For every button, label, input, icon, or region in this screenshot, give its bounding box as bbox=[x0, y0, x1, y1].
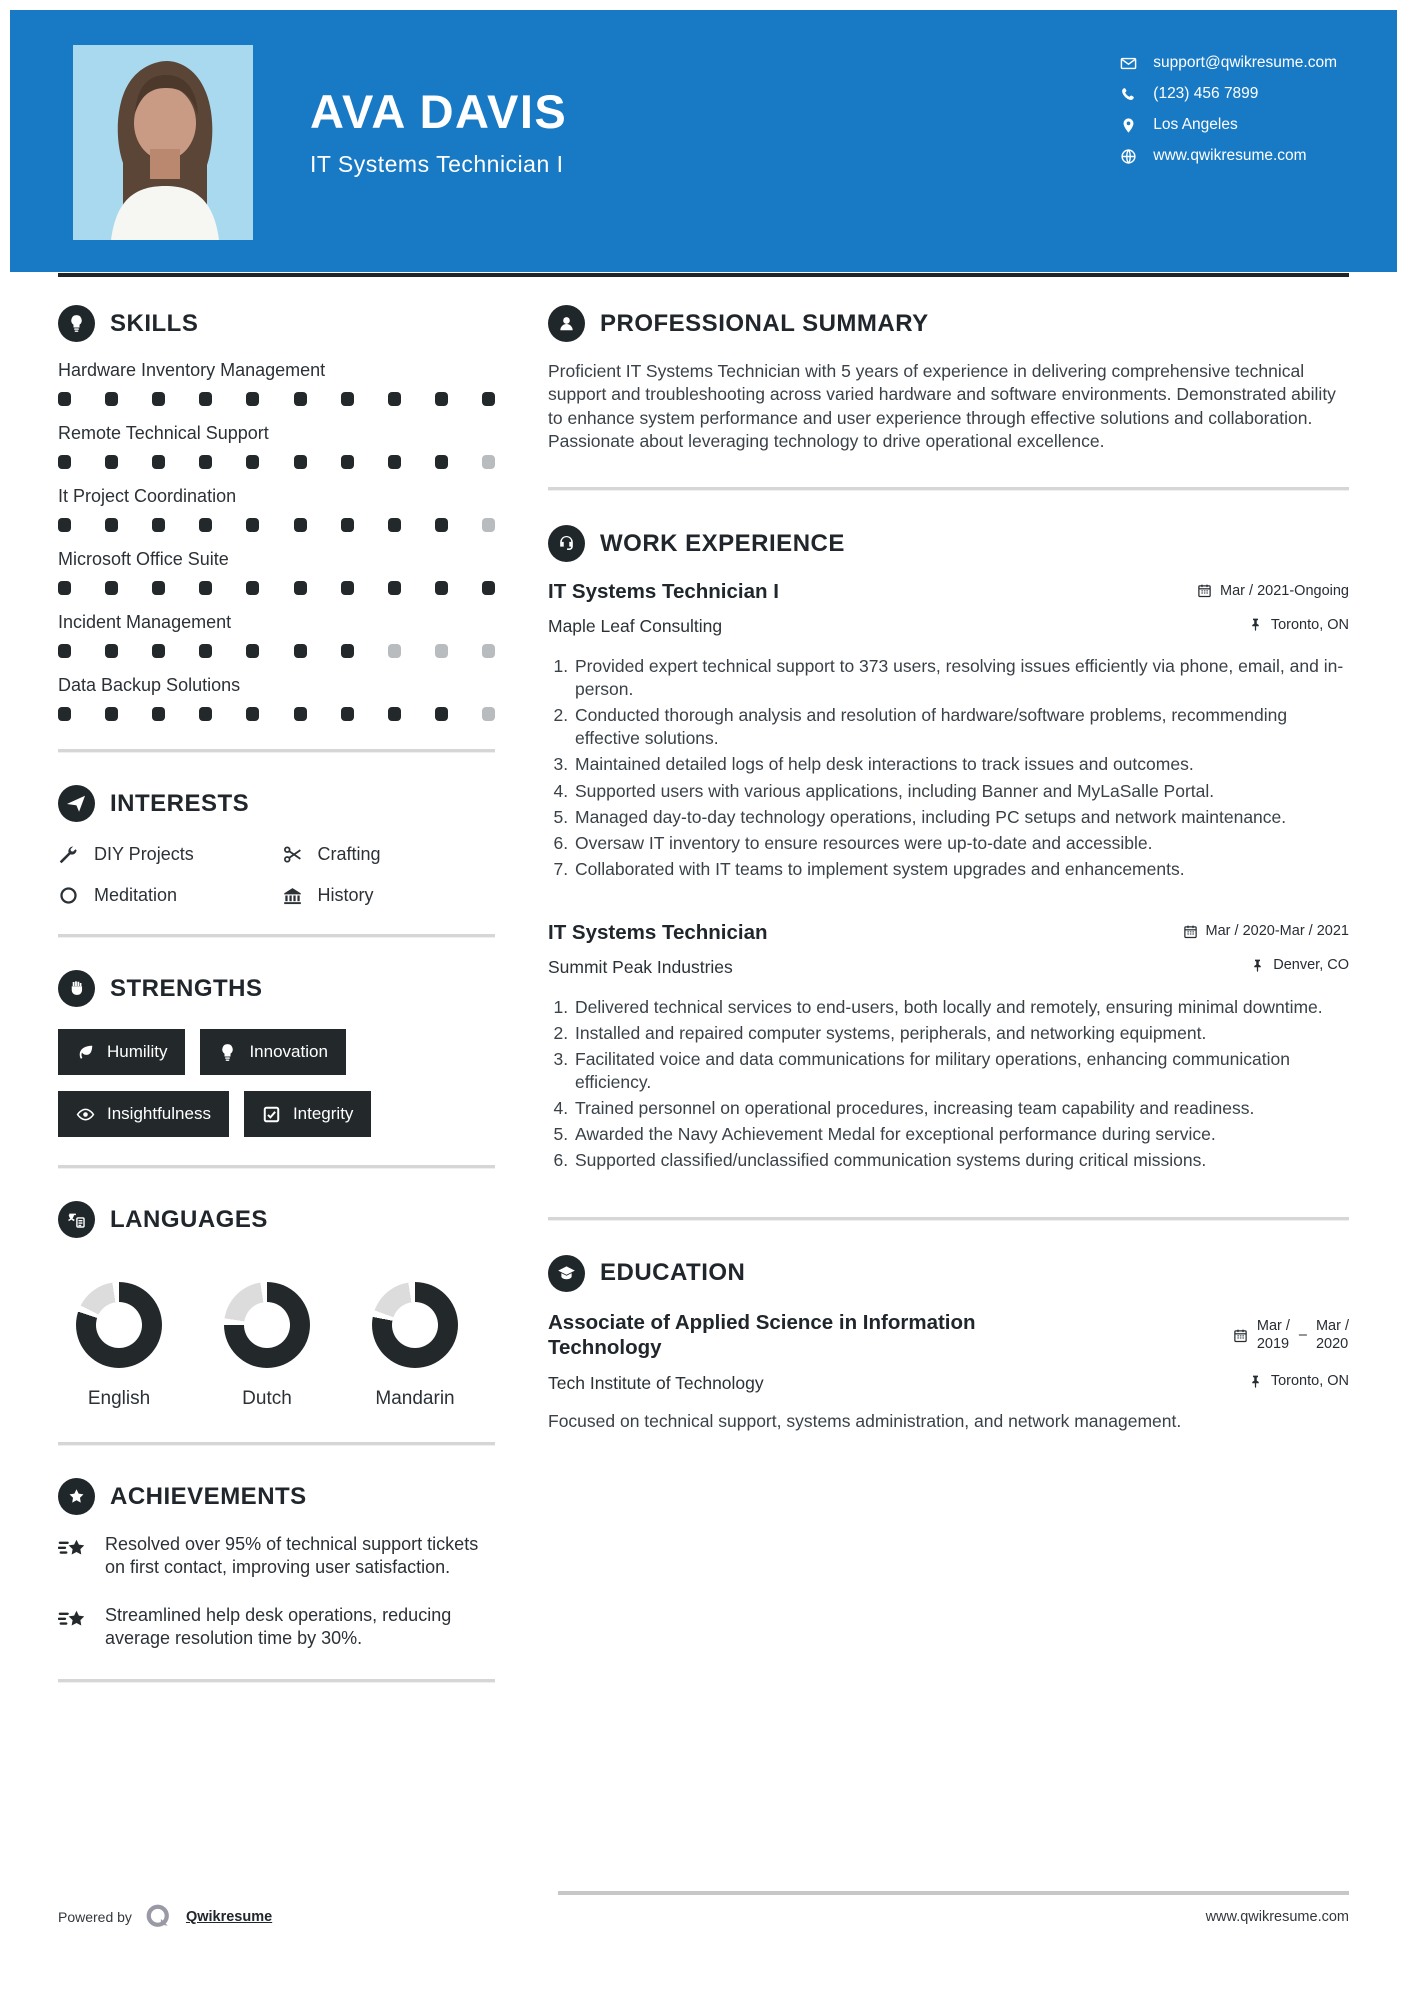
rating-dot-filled bbox=[388, 392, 401, 406]
rating-dot-filled bbox=[294, 581, 307, 595]
rating-dot-filled bbox=[388, 581, 401, 595]
content bbox=[58, 305, 1349, 1715]
interest-item bbox=[58, 844, 272, 865]
summary-title: PROFESSIONAL SUMMARY bbox=[600, 309, 929, 337]
summary-header bbox=[548, 305, 1349, 342]
profile-photo bbox=[73, 45, 253, 240]
job-company: Summit Peak Industries bbox=[548, 956, 733, 977]
section-strengths bbox=[58, 970, 495, 1137]
skill-rating bbox=[58, 455, 495, 469]
education-location bbox=[1248, 1373, 1349, 1389]
language-name: Dutch bbox=[242, 1388, 292, 1409]
education-title: EDUCATION bbox=[600, 1259, 746, 1287]
education-entry-header bbox=[548, 1310, 1349, 1361]
pushpin-icon bbox=[1248, 617, 1263, 632]
strength-label: Insightfulness bbox=[107, 1104, 211, 1123]
skill-rating bbox=[58, 392, 495, 406]
rating-dot-filled bbox=[58, 581, 71, 595]
footer-website: www.qwikresume.com bbox=[1205, 1909, 1349, 1925]
job-title: IT Systems Technician bbox=[548, 920, 768, 944]
rating-dot-filled bbox=[435, 518, 448, 532]
globe-icon bbox=[1120, 148, 1137, 165]
pushpin-icon bbox=[1250, 958, 1265, 973]
achievement-text: Streamlined help desk operations, reducing average resolution time by 30%. bbox=[105, 1604, 452, 1649]
interest-label: Meditation bbox=[94, 885, 178, 905]
rating-dot-filled bbox=[435, 707, 448, 721]
rating-dot-filled bbox=[58, 392, 71, 406]
languages-title: LANGUAGES bbox=[110, 1205, 268, 1233]
education-date-end-month: Mar / bbox=[1315, 1318, 1349, 1335]
section-experience bbox=[548, 525, 1349, 1173]
rating-dot-filled bbox=[435, 581, 448, 595]
strength-label: Integrity bbox=[292, 1104, 354, 1123]
rating-dot-filled bbox=[341, 644, 354, 658]
rating-dot-filled bbox=[246, 392, 259, 406]
rating-dot-filled bbox=[58, 455, 71, 469]
job-date bbox=[1197, 583, 1349, 599]
rating-dot-filled bbox=[246, 455, 259, 469]
skill-item bbox=[58, 549, 495, 595]
rating-dot-filled bbox=[482, 392, 495, 406]
education-school: Tech Institute of Technology bbox=[548, 1372, 764, 1393]
shooting-star-icon bbox=[58, 1535, 88, 1565]
rating-dot-filled bbox=[105, 392, 118, 406]
language-donut-chart bbox=[224, 1282, 310, 1368]
skill-rating bbox=[58, 707, 495, 721]
contact-website-value: www.qwikresume.com bbox=[1153, 147, 1307, 164]
section-divider bbox=[58, 934, 495, 938]
languages-header bbox=[58, 1201, 495, 1238]
experience-title: WORK EXPERIENCE bbox=[600, 529, 845, 557]
rating-dot-empty bbox=[482, 518, 495, 532]
rating-dot-filled bbox=[152, 518, 165, 532]
rating-dot-filled bbox=[341, 518, 354, 532]
translate-icon bbox=[58, 1201, 95, 1238]
eye-icon bbox=[76, 1105, 95, 1124]
name-block bbox=[310, 85, 568, 178]
star-badge-icon bbox=[58, 1478, 95, 1515]
leaf-icon bbox=[76, 1043, 95, 1062]
qwikresume-logo-icon bbox=[144, 1902, 174, 1932]
education-degree: Associate of Applied Science in Information Technology bbox=[548, 1310, 976, 1360]
job-date-value: Mar / 2020-Mar / 2021 bbox=[1205, 923, 1349, 940]
section-divider bbox=[58, 1165, 495, 1169]
strength-chip bbox=[244, 1091, 371, 1137]
rating-dot-filled bbox=[388, 455, 401, 469]
rating-dot-filled bbox=[152, 644, 165, 658]
section-divider bbox=[548, 1217, 1349, 1221]
rating-dot-filled bbox=[105, 707, 118, 721]
rating-dot-filled bbox=[199, 707, 212, 721]
section-summary bbox=[548, 305, 1349, 453]
rating-dot-filled bbox=[199, 518, 212, 532]
rating-dot-filled bbox=[199, 455, 212, 469]
header bbox=[10, 10, 1397, 272]
profile-photo-illustration bbox=[73, 45, 253, 240]
job-location bbox=[1250, 957, 1349, 973]
rating-dot-filled bbox=[246, 581, 259, 595]
education-date-separator: – bbox=[1298, 1327, 1307, 1344]
summary-text: Proficient IT Systems Technician with 5 years of experience in delivering comprehensive technical support and troubleshooting across varied hardware and software environments. Demonstrated ability to enhance system performance and user experience through effective solutions and collaboration. Passionate about leveraging technology to drive operational excellence. bbox=[548, 361, 1336, 451]
skill-rating bbox=[58, 644, 495, 658]
graduate-icon bbox=[548, 1255, 585, 1292]
language-name: English bbox=[87, 1388, 151, 1409]
skill-name: Microsoft Office Suite bbox=[58, 549, 229, 569]
skill-item bbox=[58, 423, 495, 469]
job-location bbox=[1248, 617, 1349, 633]
shooting-star-icon bbox=[58, 1606, 88, 1636]
strength-chip bbox=[58, 1029, 185, 1075]
skills-title: SKILLS bbox=[110, 309, 199, 337]
rating-dot-filled bbox=[152, 455, 165, 469]
chip-row bbox=[58, 1091, 495, 1137]
footer-divider bbox=[558, 1891, 1349, 1895]
job-bullet: 2. Installed and repaired computer systems, peripherals, and networking equipment. bbox=[573, 1022, 1349, 1045]
circle-icon bbox=[58, 885, 79, 906]
job-bullet: 4. Trained personnel on operational procedures, increasing team capability and readiness. bbox=[573, 1097, 1349, 1120]
rating-dot-empty bbox=[482, 707, 495, 721]
rating-dot-filled bbox=[341, 455, 354, 469]
language-donut-chart bbox=[372, 1282, 458, 1368]
fist-icon bbox=[58, 970, 95, 1007]
rating-dot-filled bbox=[199, 644, 212, 658]
rating-dot-filled bbox=[294, 707, 307, 721]
rating-dot-filled bbox=[58, 518, 71, 532]
language-name: Mandarin bbox=[375, 1388, 455, 1409]
check-square-icon bbox=[262, 1105, 281, 1124]
education-subheader bbox=[548, 1373, 1349, 1394]
job-bullet: 7. Collaborated with IT teams to implement system upgrades and enhancements. bbox=[573, 858, 1349, 881]
contact-phone-value: (123) 456 7899 bbox=[1153, 85, 1259, 102]
header-underline bbox=[58, 273, 1349, 277]
job-bullet: 4. Supported users with various applications, including Banner and MyLaSalle Portal. bbox=[573, 780, 1349, 803]
job-bullet: 6. Oversaw IT inventory to ensure resources were up-to-date and accessible. bbox=[573, 832, 1349, 855]
rating-dot-filled bbox=[246, 518, 259, 532]
rating-dot-filled bbox=[152, 581, 165, 595]
skill-item bbox=[58, 675, 495, 721]
footer bbox=[58, 1902, 1349, 1932]
education-date-start-month: Mar / bbox=[1256, 1318, 1290, 1335]
job-date bbox=[1183, 923, 1349, 939]
languages-list bbox=[58, 1256, 495, 1414]
education-date-start bbox=[1257, 1317, 1290, 1353]
education-location-value: Toronto, ON bbox=[1270, 1373, 1349, 1390]
skill-name: Remote Technical Support bbox=[58, 423, 269, 443]
section-languages bbox=[58, 1201, 495, 1414]
strengths-header bbox=[58, 970, 495, 1007]
skill-name: Data Backup Solutions bbox=[58, 675, 241, 695]
rating-dot-filled bbox=[341, 707, 354, 721]
language-item bbox=[76, 1282, 162, 1410]
contact-location bbox=[1120, 116, 1337, 134]
contact-phone[interactable] bbox=[1120, 85, 1337, 103]
section-divider bbox=[548, 487, 1349, 491]
education-date-end bbox=[1316, 1317, 1349, 1353]
job-bullet: 5. Awarded the Navy Achievement Medal for exceptional performance during service. bbox=[573, 1123, 1349, 1146]
skill-name: It Project Coordination bbox=[58, 486, 237, 506]
contact-list bbox=[1120, 54, 1337, 165]
skill-name: Hardware Inventory Management bbox=[58, 360, 326, 380]
rating-dot-filled bbox=[388, 707, 401, 721]
job-bullet: 2. Conducted thorough analysis and resolution of hardware/software problems, recommending effective solutions. bbox=[573, 704, 1349, 750]
section-interests bbox=[58, 785, 495, 906]
job-entry bbox=[548, 921, 1349, 1173]
rating-dot-filled bbox=[152, 707, 165, 721]
rating-dot-filled bbox=[341, 392, 354, 406]
interest-item bbox=[282, 885, 496, 906]
section-skills bbox=[58, 305, 495, 721]
interests-header bbox=[58, 785, 495, 822]
skill-rating bbox=[58, 581, 495, 595]
email-icon bbox=[1120, 55, 1137, 72]
rating-dot-filled bbox=[246, 707, 259, 721]
job-subheader bbox=[548, 957, 1349, 978]
paper-plane-icon bbox=[58, 785, 95, 822]
rating-dot-filled bbox=[294, 518, 307, 532]
rating-dot-empty bbox=[482, 455, 495, 469]
powered-by-label: Powered by bbox=[58, 1909, 132, 1925]
language-item bbox=[224, 1282, 310, 1410]
skill-item bbox=[58, 612, 495, 658]
powered-by bbox=[58, 1902, 272, 1932]
skills-header bbox=[58, 305, 495, 342]
job-bullet: 3. Facilitated voice and data communications for military operations, enhancing communication efficiency. bbox=[573, 1048, 1349, 1094]
rating-dot-filled bbox=[482, 581, 495, 595]
strength-label: Innovation bbox=[249, 1042, 328, 1061]
education-header bbox=[548, 1255, 1349, 1292]
job-bullet-list bbox=[548, 996, 1349, 1173]
strength-label: Humility bbox=[107, 1042, 168, 1061]
section-education bbox=[548, 1255, 1349, 1434]
achievement-item bbox=[58, 1604, 495, 1651]
skill-name: Incident Management bbox=[58, 612, 232, 632]
section-achievements bbox=[58, 1478, 495, 1651]
strength-chip bbox=[200, 1029, 345, 1075]
interest-item bbox=[58, 885, 272, 906]
section-divider bbox=[58, 749, 495, 753]
job-location-value: Denver, CO bbox=[1273, 957, 1349, 974]
rating-dot-filled bbox=[105, 518, 118, 532]
chip-row bbox=[58, 1029, 495, 1075]
pushpin-icon bbox=[1248, 1374, 1263, 1389]
job-header bbox=[548, 580, 1349, 604]
rating-dot-empty bbox=[482, 644, 495, 658]
contact-email-value: support@qwikresume.com bbox=[1153, 54, 1337, 71]
qwikresume-link[interactable]: Qwikresume bbox=[185, 1909, 273, 1925]
person-name: AVA DAVIS bbox=[310, 85, 568, 138]
language-donut-chart bbox=[76, 1282, 162, 1368]
rating-dot-filled bbox=[152, 392, 165, 406]
rating-dot-filled bbox=[105, 581, 118, 595]
interest-item bbox=[282, 844, 496, 865]
rating-dot-filled bbox=[199, 581, 212, 595]
job-location-value: Toronto, ON bbox=[1270, 616, 1349, 633]
interest-label: DIY Projects bbox=[94, 844, 194, 864]
achievement-item bbox=[58, 1533, 495, 1580]
achievement-text: Resolved over 95% of technical support tickets on first contact, improving user satisfaction. bbox=[105, 1534, 479, 1578]
rating-dot-filled bbox=[294, 644, 307, 658]
calendar-icon bbox=[1197, 583, 1212, 598]
rating-dot-filled bbox=[199, 392, 212, 406]
achievements-header bbox=[58, 1478, 495, 1515]
person-job-title: IT Systems Technician I bbox=[310, 151, 564, 177]
rating-dot-filled bbox=[294, 455, 307, 469]
calendar-icon bbox=[1233, 1328, 1248, 1343]
interests-grid bbox=[58, 840, 495, 906]
rating-dot-filled bbox=[105, 644, 118, 658]
education-date-end-year: 2020 bbox=[1315, 1336, 1349, 1353]
skill-rating bbox=[58, 518, 495, 532]
headset-icon bbox=[548, 525, 585, 562]
rating-dot-filled bbox=[341, 581, 354, 595]
bulb-small-icon bbox=[218, 1043, 237, 1062]
museum-icon bbox=[282, 885, 303, 906]
rating-dot-filled bbox=[388, 518, 401, 532]
job-header bbox=[548, 921, 1349, 945]
job-date-value: Mar / 2021-Ongoing bbox=[1220, 582, 1349, 599]
scissors-icon bbox=[282, 844, 303, 865]
contact-website[interactable] bbox=[1120, 147, 1337, 165]
job-title: IT Systems Technician I bbox=[548, 580, 779, 604]
job-bullet: 6. Supported classified/unclassified communication systems during critical missions. bbox=[573, 1149, 1349, 1172]
rating-dot-empty bbox=[388, 644, 401, 658]
experience-header bbox=[548, 525, 1349, 562]
interests-title: INTERESTS bbox=[110, 789, 250, 817]
lightbulb-icon bbox=[58, 305, 95, 342]
strengths-title: STRENGTHS bbox=[110, 974, 263, 1002]
job-bullet: 5. Managed day-to-day technology operations, including PC setups and network maintenance. bbox=[573, 806, 1349, 829]
wrench-icon bbox=[58, 844, 79, 865]
job-bullet: 3. Maintained detailed logs of help desk interactions to track issues and outcomes. bbox=[573, 753, 1349, 776]
rating-dot-filled bbox=[58, 644, 71, 658]
rating-dot-filled bbox=[435, 392, 448, 406]
contact-location-value: Los Angeles bbox=[1153, 116, 1238, 133]
location-icon bbox=[1120, 117, 1137, 134]
rating-dot-filled bbox=[58, 707, 71, 721]
job-entry bbox=[548, 580, 1349, 881]
job-subheader bbox=[548, 616, 1349, 637]
rating-dot-filled bbox=[246, 644, 259, 658]
strengths-chips bbox=[58, 1025, 495, 1137]
contact-email[interactable] bbox=[1120, 54, 1337, 72]
rating-dot-filled bbox=[435, 455, 448, 469]
skill-item bbox=[58, 360, 495, 406]
education-description: Focused on technical support, systems administration, and network management. bbox=[548, 1410, 1182, 1431]
rating-dot-empty bbox=[435, 644, 448, 658]
education-date bbox=[1233, 1310, 1349, 1361]
language-item bbox=[372, 1282, 458, 1410]
left-column bbox=[58, 305, 495, 1715]
job-company: Maple Leaf Consulting bbox=[548, 616, 723, 637]
strength-chip bbox=[58, 1091, 229, 1137]
interest-label: Crafting bbox=[317, 844, 381, 864]
skill-item bbox=[58, 486, 495, 532]
rating-dot-filled bbox=[105, 455, 118, 469]
achievements-title: ACHIEVEMENTS bbox=[110, 1482, 307, 1510]
calendar-icon bbox=[1183, 924, 1198, 939]
person-icon bbox=[548, 305, 585, 342]
phone-icon bbox=[1120, 86, 1137, 103]
education-date-start-year: 2019 bbox=[1256, 1336, 1290, 1353]
rating-dot-filled bbox=[294, 392, 307, 406]
section-divider bbox=[58, 1442, 495, 1446]
right-column bbox=[548, 305, 1349, 1715]
job-bullet-list bbox=[548, 655, 1349, 881]
interest-label: History bbox=[317, 885, 374, 905]
job-bullet: 1. Delivered technical services to end-users, both locally and remotely, ensuring minimal downtime. bbox=[573, 996, 1349, 1019]
section-divider bbox=[58, 1679, 495, 1683]
job-bullet: 1. Provided expert technical support to 373 users, resolving issues efficiently via phone, email, and in-person. bbox=[573, 655, 1349, 701]
